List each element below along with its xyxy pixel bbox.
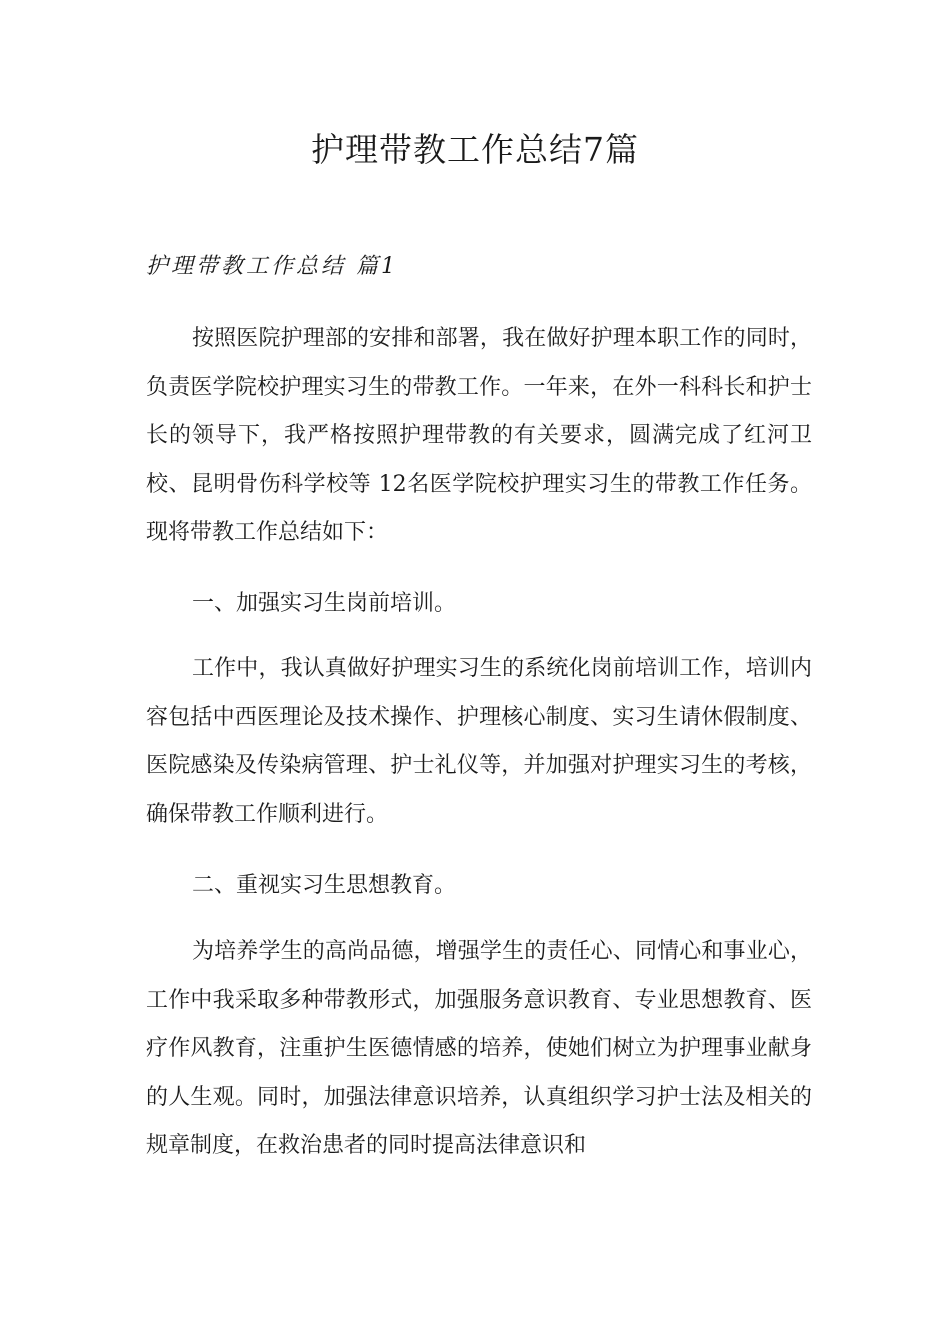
paragraph-training: 工作中，我认真做好护理实习生的系统化岗前培训工作，培训内容包括中西医理论及技术操作、护理核心制度、实习生请休假制度、医院感染及传染病管理、护士礼仪等，并加强对护理实习生的考核，确保带教工作顺利进行。: [146, 656, 812, 827]
section-heading: 护理带教工作总结 篇1: [146, 254, 398, 279]
paragraph-education: 为培养学生的高尚品德，增强学生的责任心、同情心和事业心，工作中我采取多种带教形式，加强服务意识教育、专业思想教育、医疗作风教育，注重护生医德情感的培养，使她们树立为护理事业献身的人生观。同时，加强法律意识培养，认真组织学习护士法及相关的规章制度，在救治患者的同时提高法律意识和: [146, 939, 812, 1158]
paragraph-intro: 按照医院护理部的安排和部署，我在做好护理本职工作的同时，负责医学院校护理实习生的带教工作。一年来，在外一科科长和护士长的领导下，我严格按照护理带教的有关要求，圆满完成了红河卫校、昆明骨伤科学校等 12名医学院校护理实习生的带教工作任务。现将带教工作总结如下：: [146, 326, 812, 545]
document-title: 护理带教工作总结7篇: [311, 130, 639, 169]
paragraph-subheading-1: 一、加强实习生岗前培训。: [192, 591, 457, 616]
paragraph-subheading-2: 二、重视实习生思想教育。: [192, 873, 457, 898]
